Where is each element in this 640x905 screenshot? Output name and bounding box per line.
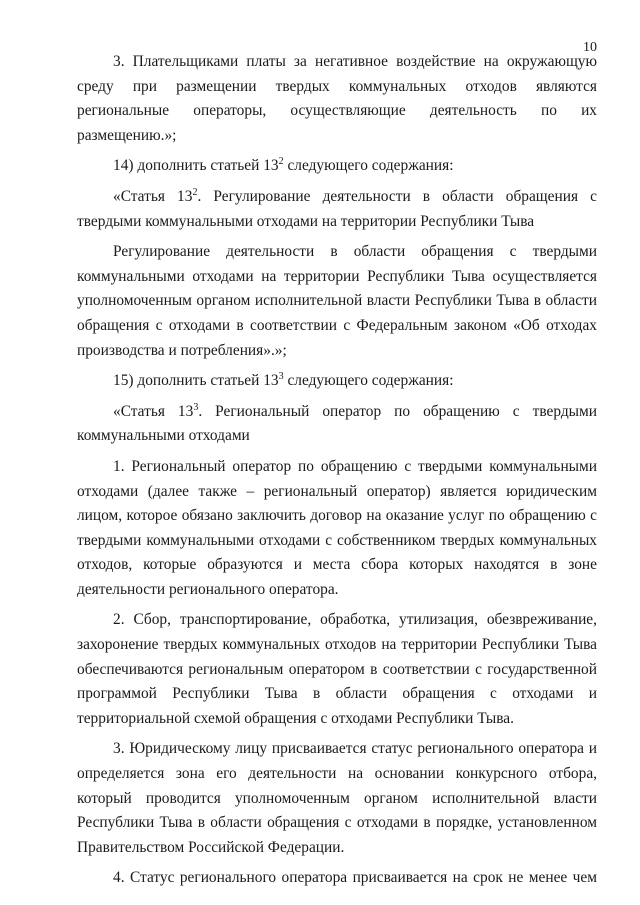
paragraph-regulation: Регулирование деятельности в области обращения с твердыми коммунальными отходами на территории Республики Тыва осуществляется уполномоченным органом исполнительной власти Республики Тыва в области обращения с отходами в соответствии с Федеральным законом «Об отходах производства и потребления».»; [77,243,597,359]
paragraph-item-3: 3. Юридическому лицу присваивается статус регионального оператора и определяется зона его деятельности на основании конкурсного отбора, который проводится уполномоченным органом исполнительной власти Республики Тыва в области обращения с отходами в порядке, установленном Правительством Российской Федерации. [77,740,597,856]
paragraph-text: . Регулирование деятельности в области обращения с твердыми коммунальными отходами на территории Республики Тыва [77,187,597,230]
paragraph-item-1: 1. Региональный оператор по обращению с твердыми коммунальными отходами (далее также – региональный оператор) является юридическим лицом, которое обязано заключить договор на оказание услуг по обращению с твердыми коммунальными отходами с собственником твердых коммунальных отходов, которые образуются и места сбора которых находятся в зоне деятельности регионального оператора. [77,457,597,598]
paragraph-text: . Региональный оператор по обращению с твердыми коммунальными отходами [77,402,597,445]
page-number: 10 [583,40,597,55]
paragraph-payers: 3. Плательщиками платы за негативное воздействие на окружающую среду при размещении твердых коммунальных отходов являются региональные операторы, осуществляющие деятельность по их размещению.»; [77,53,597,144]
paragraph-item-2: 2. Сбор, транспортирование, обработка, утилизация, обезвреживание, захоронение твердых коммунальных отходов на территории Республики Тыва обеспечиваются региональным оператором в соответствии с государственной программой Республики Тыва в области обращения с отходами и территориальной схемой обращения с отходами Республики Тыва. [77,611,597,727]
paragraph-text: 14) дополнить статьей 13 [113,157,279,175]
superscript: 2 [278,156,284,168]
superscript: 2 [192,186,198,198]
paragraph-amend-15 [77,369,597,394]
paragraph-text: 15) дополнить статьей 13 [113,372,279,390]
paragraph-text: «Статья 13 [113,402,194,420]
paragraph-amend-14 [77,154,597,179]
paragraph-item-4: 4. Статус регионального оператора присваивается на срок не менее чем [113,869,597,887]
superscript: 3 [193,401,199,413]
paragraph-text: «Статья 13 [113,187,193,205]
article-13-2-heading [77,185,597,234]
paragraph-text: следующего содержания: [283,157,454,175]
paragraph-text: следующего содержания: [283,372,454,390]
document-body [77,50,597,897]
article-13-3-heading [77,400,597,449]
superscript: 3 [278,371,284,383]
